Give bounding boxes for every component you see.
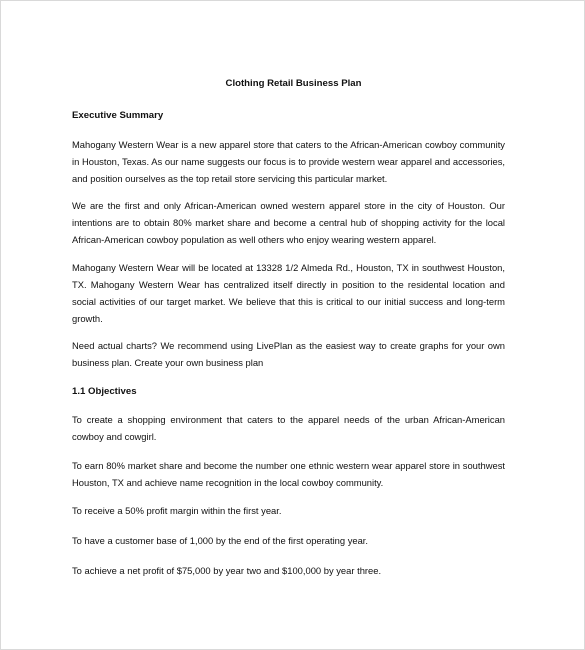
objective-item-1: To create a shopping environment that caters to the apparel needs of the urban African-American cowboy and cowgirl. <box>72 414 505 442</box>
executive-summary-heading: Executive Summary <box>72 110 164 121</box>
objective-item-4: To have a customer base of 1,000 by the end of the first operating year. <box>72 535 369 546</box>
objective-item-3: To receive a 50% profit margin within the first year. <box>72 505 282 516</box>
objectives-heading: 1.1 Objectives <box>72 386 137 397</box>
document-title: Clothing Retail Business Plan <box>225 78 362 89</box>
executive-summary-paragraph-3: Mahogany Western Wear will be located at 13328 1/2 Almeda Rd., Houston, TX in southwest Houston, TX. Mahogany Western Wear has centralized itself directly in position to the residental location and social activities of our target market. We believe that this is critical to our initial success and long-term growth. <box>72 262 505 324</box>
objective-item-2: To earn 80% market share and become the number one ethnic western wear apparel store in southwest Houston, TX and achieve name recognition in the local cowboy community. <box>72 460 505 488</box>
objective-item-5: To achieve a net profit of $75,000 by year two and $100,000 by year three. <box>72 565 382 576</box>
executive-summary-paragraph-4: Need actual charts? We recommend using LivePlan as the easiest way to create graphs for your own business plan. Create your own business plan <box>72 340 505 368</box>
executive-summary-paragraph-2: We are the first and only African-American owned western apparel store in the city of Houston. Our intentions are to obtain 80% market share and become a central hub of shopping activity for the local African-American cowboy population as well others who enjoy wearing western apparel. <box>72 200 505 245</box>
executive-summary-paragraph-1: Mahogany Western Wear is a new apparel store that caters to the African-American cowboy community in Houston, Texas. As our name suggests our focus is to provide western wear apparel and accessories, and position ourselves as the top retail store servicing this particular market. <box>72 139 505 184</box>
